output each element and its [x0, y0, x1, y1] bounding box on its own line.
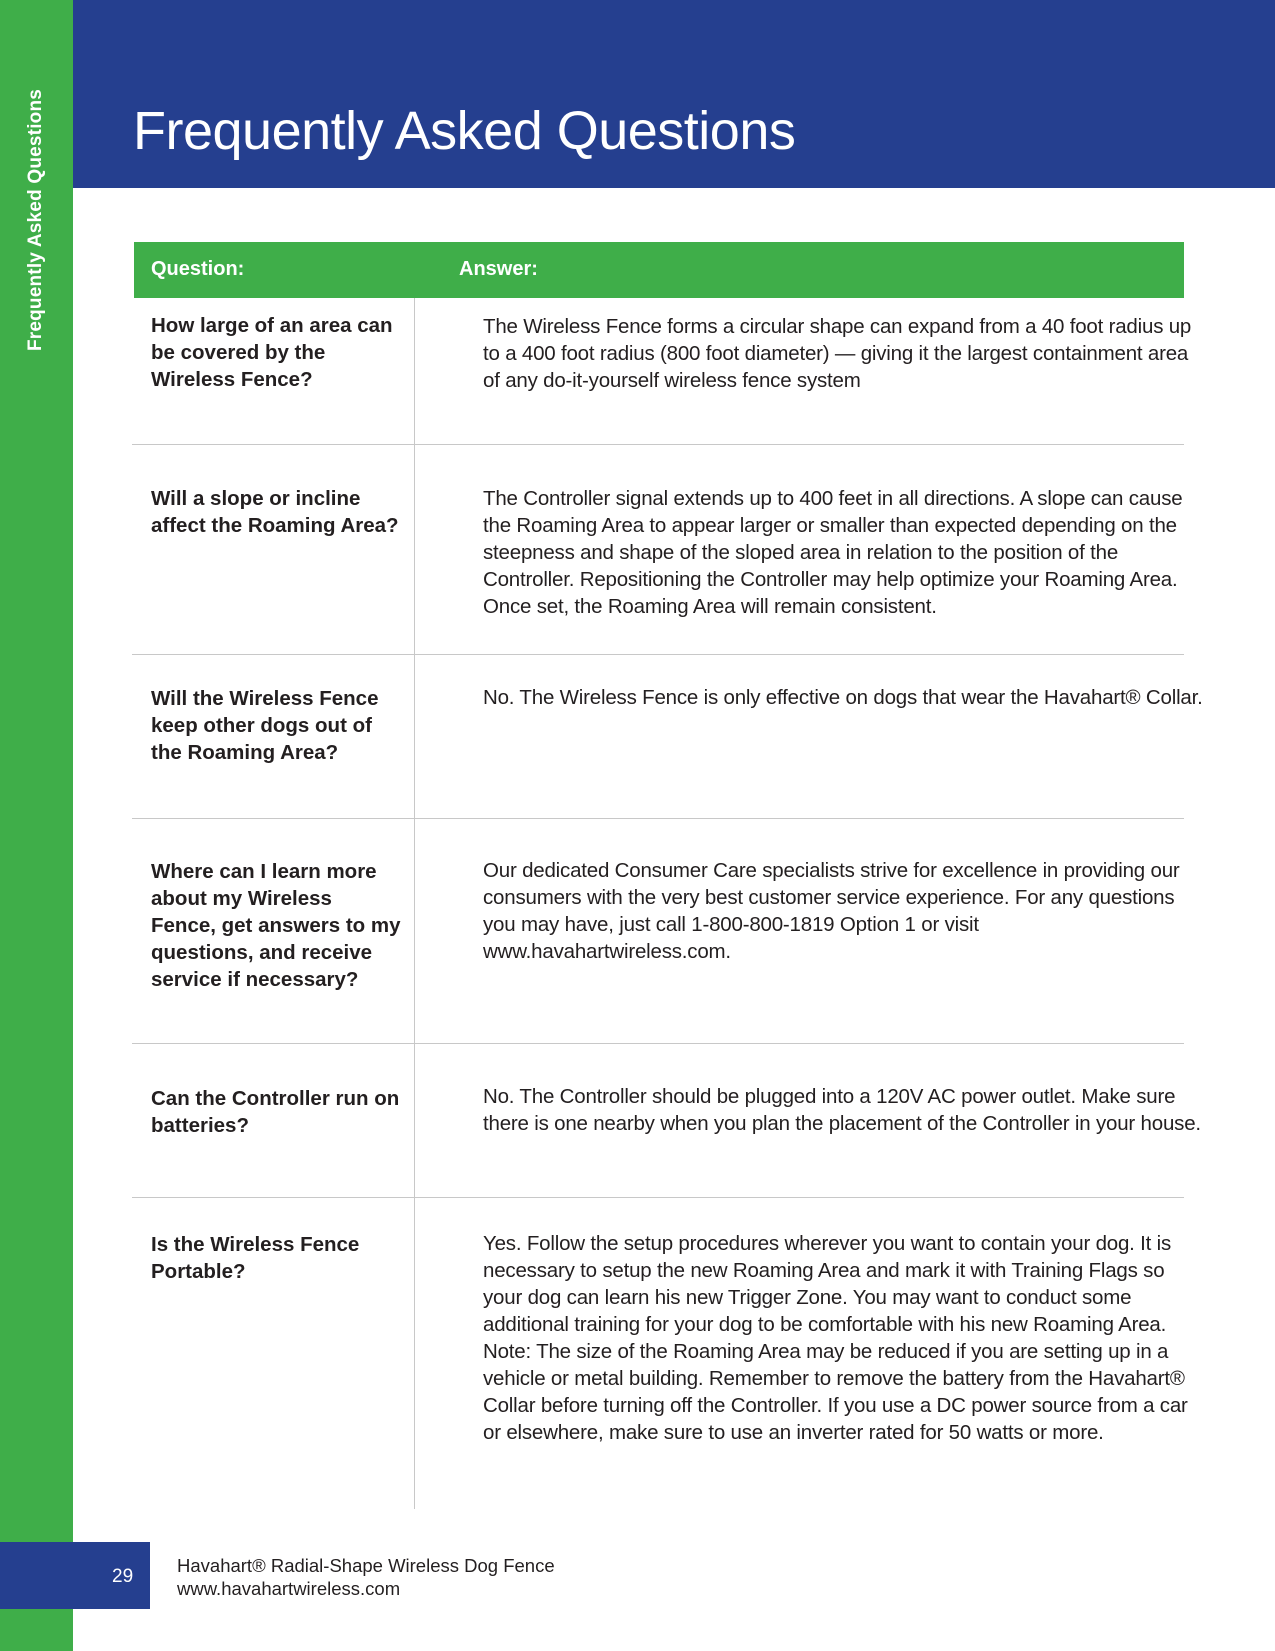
faq-answer: No. The Controller should be plugged into a 120V AC power outlet. Make sure there is one nearby when you plan the placement of the Controller in your house. — [483, 1085, 1201, 1135]
side-section-label: Frequently Asked Questions — [25, 88, 46, 352]
footer-product-name: Havahart® Radial-Shape Wireless Dog Fence — [177, 1555, 555, 1576]
column-divider — [414, 298, 415, 1509]
page-number: 29 — [112, 1566, 134, 1587]
faq-question: Will a slope or incline affect the Roaming Area? — [151, 487, 399, 537]
side-bar — [0, 0, 73, 1651]
faq-question: Can the Controller run on batteries? — [151, 1087, 400, 1137]
row-divider — [132, 654, 1184, 655]
faq-table-header — [134, 242, 1184, 298]
footer-info — [177, 1554, 555, 1600]
faq-answer: The Wireless Fence forms a circular shape can expand from a 40 foot radius up to a 400 foot radius (800 foot diameter) — giving it the largest containment area of any do-it-yourself wireless fence system — [483, 315, 1192, 392]
row-divider — [132, 1043, 1184, 1044]
faq-answer: Our dedicated Consumer Care specialists strive for excellence in providing our consumers with the very best customer service experience. For any questions you may have, just call 1-800-800-1819 Option 1 or visit www.havahartwireless.com. — [483, 859, 1180, 963]
faq-answer: No. The Wireless Fence is only effective on dogs that wear the Havahart® Collar. — [483, 686, 1203, 709]
faq-question: Is the Wireless Fence Portable? — [151, 1233, 360, 1283]
header-band — [73, 0, 1275, 188]
faq-question: Where can I learn more about my Wireless Fence, get answers to my questions, and receive service if necessary? — [151, 860, 401, 991]
page-title: Frequently Asked Questions — [133, 101, 796, 161]
row-divider — [132, 1197, 1184, 1198]
faq-question: Will the Wireless Fence keep other dogs out of the Roaming Area? — [151, 687, 379, 764]
row-divider — [132, 818, 1184, 819]
faq-answer: The Controller signal extends up to 400 feet in all directions. A slope can cause the Roaming Area to appear larger or smaller than expected depending on the steepness and shape of the sloped area in relation to the position of the Controller. Repositioning the Controller may help optimize your Roaming Area. Once set, the Roaming Area will remain consistent. — [483, 487, 1183, 618]
question-column-header: Question: — [151, 258, 245, 280]
row-divider — [132, 444, 1184, 445]
faq-question: How large of an area can be covered by the Wireless Fence? — [151, 314, 393, 391]
footer-url: www.havahartwireless.com — [177, 1578, 401, 1599]
footer-band — [0, 1542, 150, 1609]
faq-answer: Yes. Follow the setup procedures wherever you want to contain your dog. It is necessary to setup the new Roaming Area and mark it with Training Flags so your dog can learn his new Trigger Zone. You may want to conduct some additional training for your dog to be comfortable with his new Roaming Area. Note: The size of the Roaming Area may be reduced if you are setting up in a vehicle or metal building. Remember to remove the battery from the Havahart® Collar before turning off the Controller. If you use a DC power source from a car or elsewhere, make sure to use an inverter rated for 50 watts or more. — [483, 1232, 1188, 1444]
answer-column-header: Answer: — [459, 258, 538, 280]
